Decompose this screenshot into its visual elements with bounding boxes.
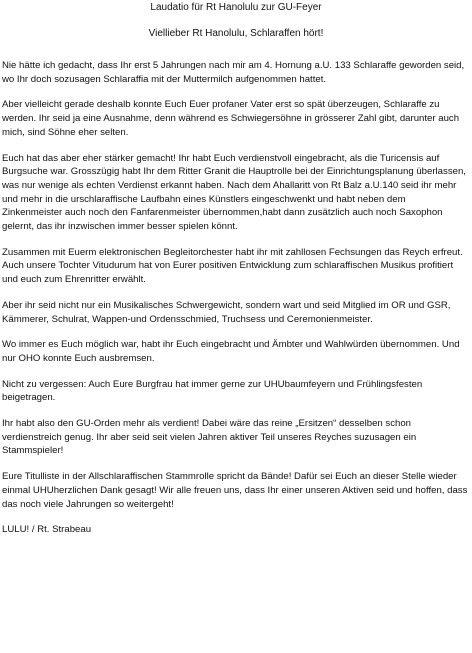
paragraph: Aber vielleicht gerade deshalb konnte Euch Euer profaner Vater erst so spät überzeugen, Schlaraffe zu werden. Ihr seid ja eine Ausnahme, denn während es Schwiegersöhne in grösserer Zahl gibt, darunter auch mich, sind Söhne eher selten. [2,99,460,138]
paragraph: Euch hat das aber eher stärker gemacht! Ihr habt Euch verdienstvoll eingebracht, als die Turicensis auf Burgsuche war. Grosszügig habt Ihr dem Ritter Granit die Hauptrolle bei der Einrichtungsplanung überlassen, was nur wenige als echten Verdienst erkannt haben. Nach dem Ahallaritt von Rt Balz a.U.140 seid ihr mehr und mehr in die urschlaraffische Laufbahn eines Künstlers eingeschwenkt und habt neben dem Zinkenmeister auch noch den Fanfarenmeister übernommen,habt dann zusätzlich auch noch Saxophon gelernt, das ihr inzwischen immer besser spielen könnt. [2,152,466,233]
paragraph: Nicht zu vergessen: Auch Eure Burgfrau hat immer gerne zur UHUbaumfeyern und Frühlingsfesten beigetragen. [2,378,423,404]
paragraph: Nie hätte ich gedacht, dass Ihr erst 5 Jahrungen nach mir am 4. Hornung a.U. 133 Schlaraffe geworden seid, wo Ihr doch sozusagen Schlaraffia mit der Muttermilch aufgenommen hattet. [2,60,465,85]
signature: LULU! / Rt. Strabeau [2,524,92,536]
salutation: Viellieber Rt Hanolulu, Schlaraffen hört! [148,28,324,39]
document-body [2,59,468,537]
paragraph: Aber ihr seid nicht nur ein Musikalisches Schwergewicht, sondern wart und seid Mitglied im OR und GSR, Kämmerer, Schulrat, Wappen-und Ordensschmied, Truchsess und Ceremonienmeister. [2,299,451,325]
paragraph: Zusammen mit Euerm elektronischen Begleitorchester habt ihr mit zahllosen Fechsungen das Reych erfreut. Auch unsere Tochter Vitudurum hat von Eurer positiven Entwicklung zum schlaraffischen Musikus profitiert und euch zum Ehrenritter erwählt. [2,246,463,286]
paragraph: Wo immer es Euch möglich war, habt ihr Euch eingebracht und Ämbter und Wahlwürden übernommen. Und nur OHO konnte Euch ausbremsen. [2,339,460,364]
paragraph: Ihr habt also den GU-Orden mehr als verdient! Dabei wäre das reine „Ersitzen“ desselben schon verdienstreich genug. Ihr aber seid seit vielen Jahren aktiver Teil unseres Reyches suzusagen ein Stammspieler! [2,418,417,457]
document-title: Laudatio für Rt Hanolulu zur GU-Feyer [150,2,322,13]
paragraph: Eure Titulliste in der Allschlaraffischen Stammrolle spricht da Bände! Dafür sei Euch an dieser Stelle wieder einmal UHUherzlichen Dank gesagt! Wir alle freuen uns, dass Ihr einer unseren Aktiven seid und hoffen, dass das noch viele Jahrungen so weitergeht! [2,471,468,510]
